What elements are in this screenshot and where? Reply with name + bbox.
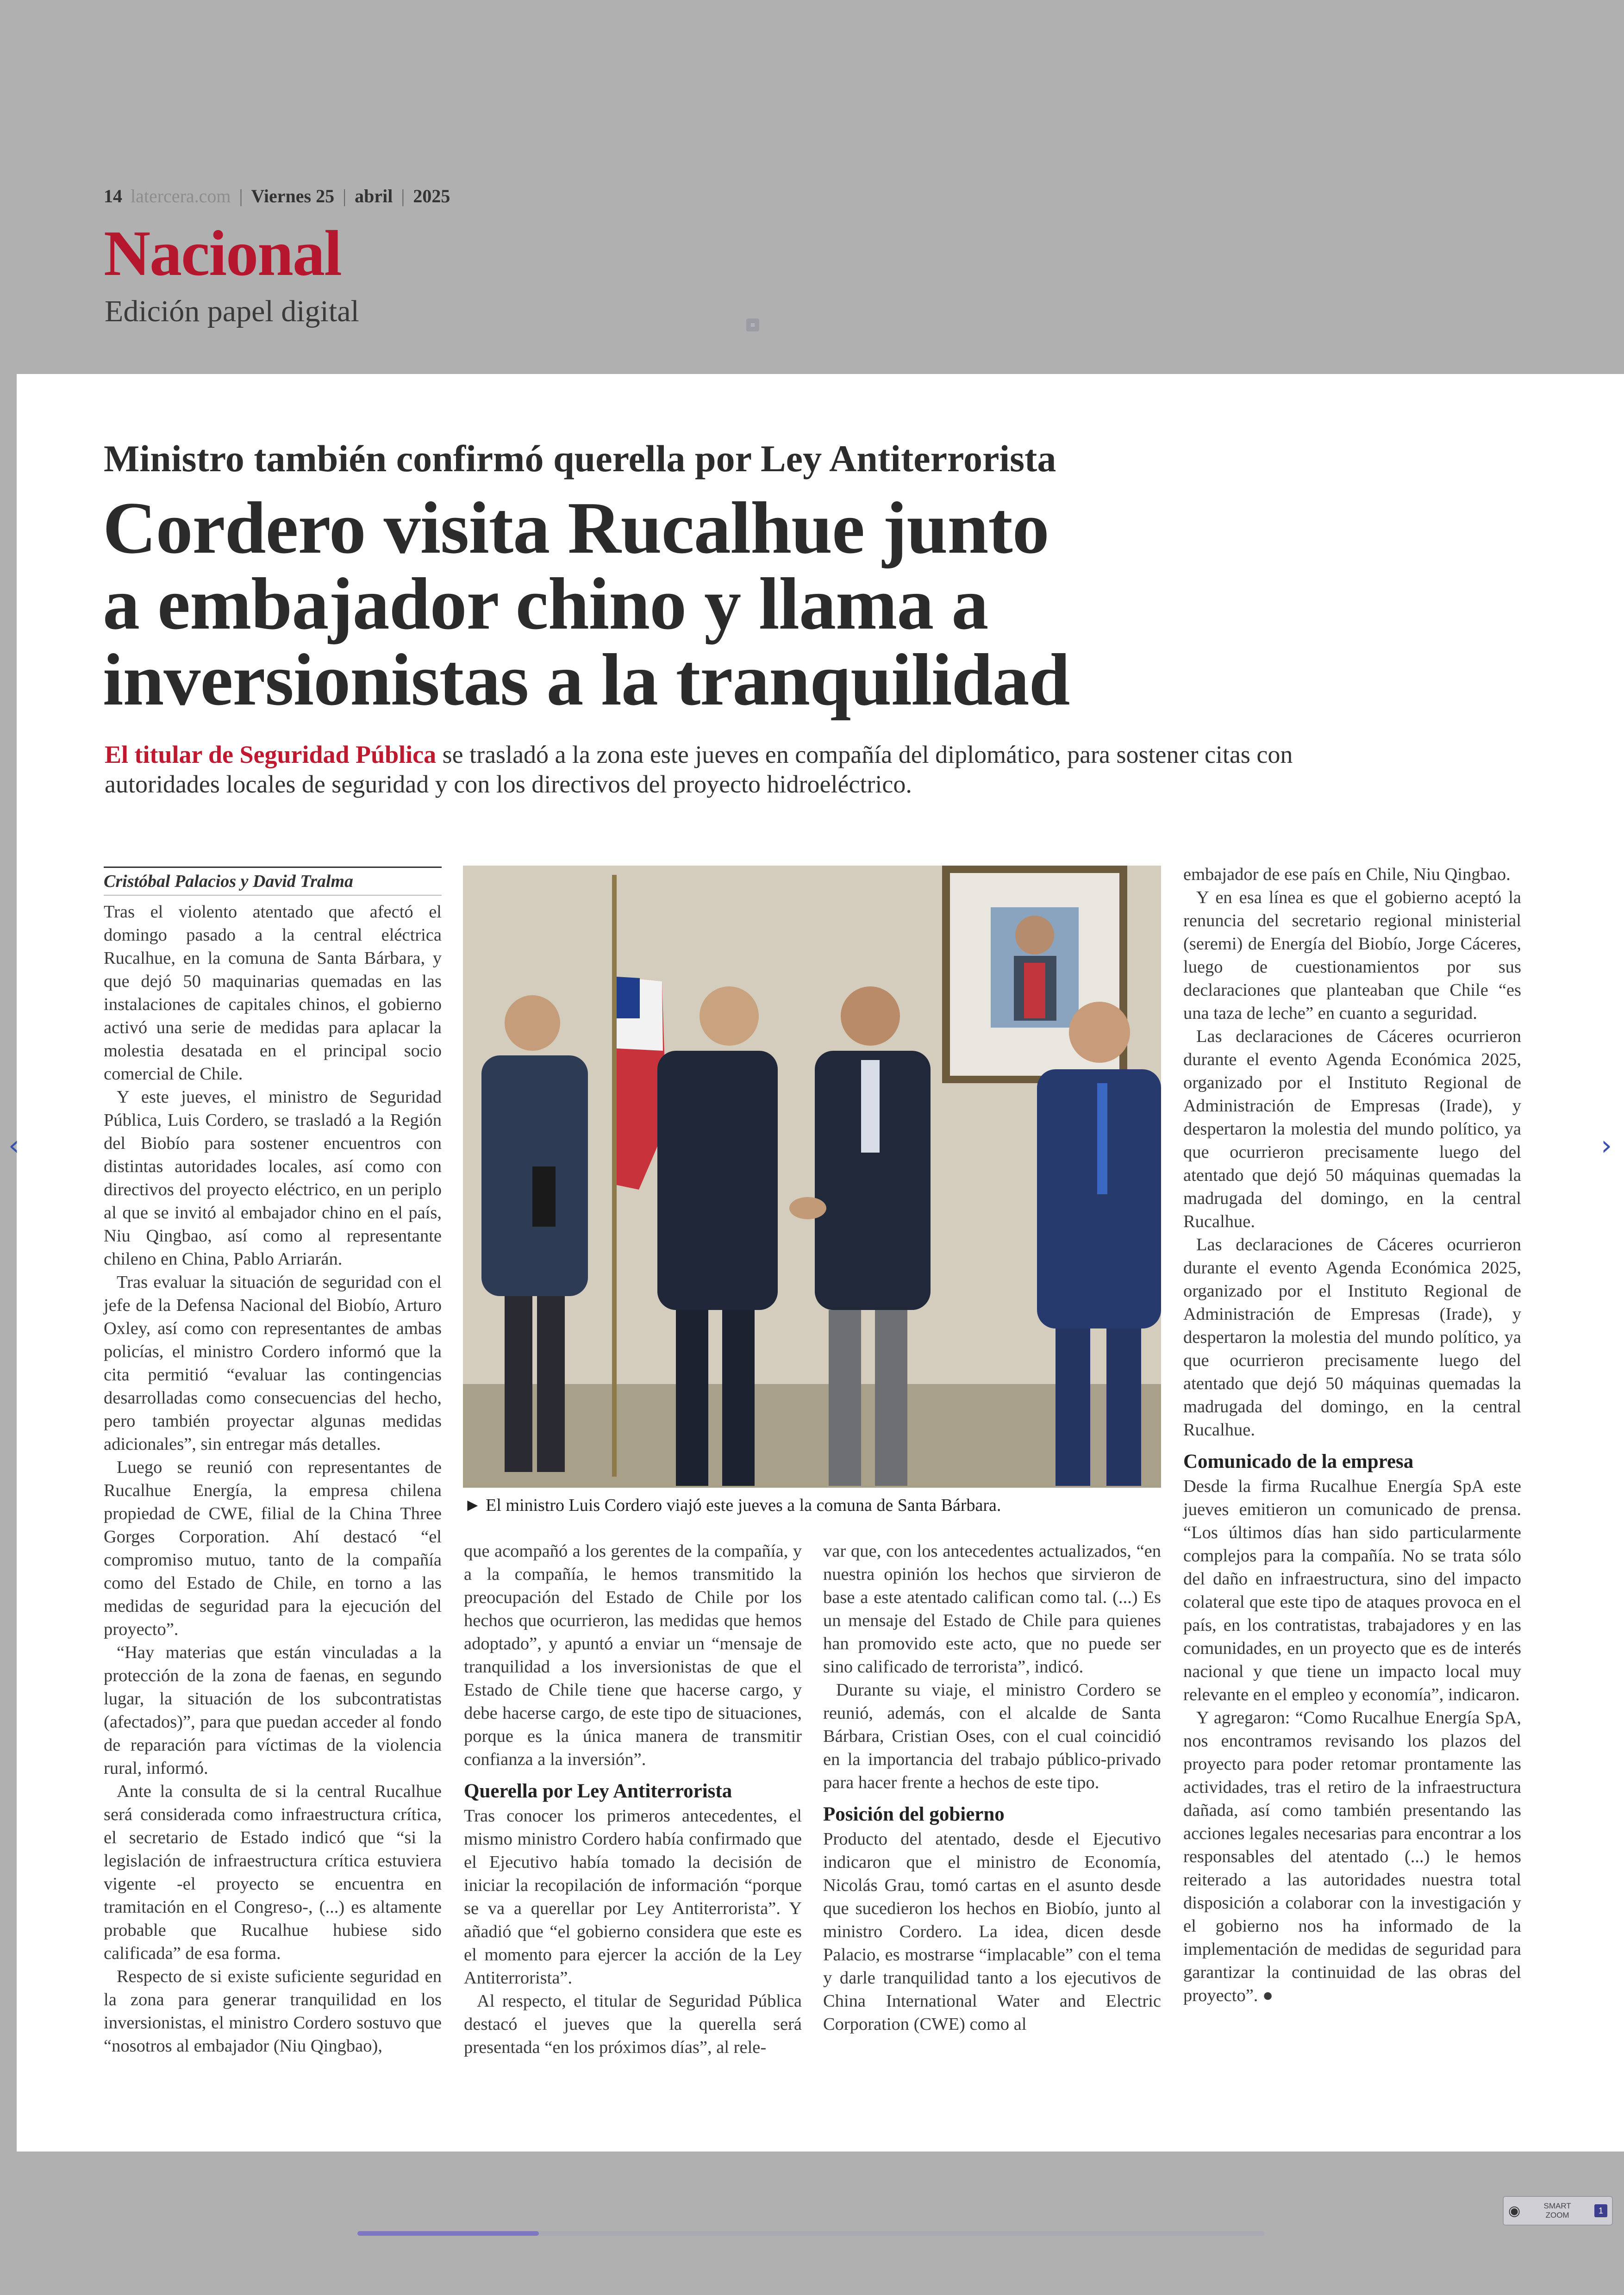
subheading: Posición del gobierno — [823, 1803, 1005, 1825]
date-month: abril — [355, 186, 393, 206]
date-day: Viernes 25 — [251, 186, 335, 206]
paragraph: Y agregaron: “Como Rucalhue Energía SpA, nos encontramos revisando los plazos del proyecto para poder retomar prontamente las actividades, tras el retiro de la infraestructura dañada, así como también presentando las acciones legales necesarias para encontrar a los responsables del atentado (...) le hemos reiterado a las autoridades nuestra total disposición a colaborar con la investigación y el gobierno nos ha informado de la implementación de medidas de seguridad para garantizar la continuidad de las obras del proyecto”. ● — [1183, 1708, 1521, 2005]
smart-zoom-label — [1527, 2201, 1588, 2220]
paragraph: Respecto de si existe suficiente seguridad en la zona para generar tranquilidad en los inversionistas, el ministro Cordero sostuvo que “nosotros al embajador (Niu Qingbao), — [104, 1967, 442, 2056]
paragraph: Tras evaluar la situación de seguridad con el jefe de la Defensa Nacional del Biobío, Arturo Oxley, así como con representantes de ambas policías, el ministro Cordero informó que la cita permitió “evaluar las contingencias desarrolladas como consecuencias del hecho, pero también proyectar algunas medidas adicionales”, sin entregar más detalles. — [104, 1272, 442, 1454]
page-progress-bar[interactable] — [357, 2231, 1265, 2236]
eye-icon: ◉ — [1508, 2203, 1521, 2219]
subheading: Querella por Ley Antiterrorista — [464, 1780, 732, 1802]
page-progress-fill — [357, 2231, 539, 2236]
byline: Cristóbal Palacios y David Tralma — [104, 867, 442, 896]
subheading: Comunicado de la empresa — [1183, 1451, 1414, 1472]
zoom-badge: 1 — [1594, 2204, 1607, 2217]
article-column-3 — [823, 1540, 1161, 2036]
article-lead — [105, 740, 1355, 799]
paragraph: Tras el violento atentado que afectó el domingo pasado a la central eléctrica Rucalhue, en la comuna de Santa Bárbara, y que dejó 50 maquinarias quemadas en las instalaciones de capitales chinos, el gobierno activó una serie de medidas para aplacar la molestia desatada en el principal socio comercial de Chile. — [104, 902, 442, 1084]
edition-subtitle: Edición papel digital — [105, 294, 359, 328]
paragraph: var que, con los antecedentes actualizados, “en nuestra opinión los hechos que sirvieron de base a este atentado califican como tal. (...) Es un mensaje del Estado de Chile para quienes han promovido este acto, que no puede ser sino calificado de terrorista”, indicó. — [823, 1541, 1161, 1677]
paragraph: Al respecto, el titular de Seguridad Pública destacó el jueves que la querella será presentada “en los próximos días”, al rele- — [464, 1991, 802, 2057]
newspaper-page — [17, 374, 1624, 2152]
lead-highlight: El titular de Seguridad Pública — [105, 741, 437, 768]
lead-text: se trasladó a la zona este jueves en compañía del diplomático, para sostener citas con autoridades locales de seguridad y con los directivos del proyecto hidroeléctrico. — [105, 741, 1293, 798]
article-column-2 — [464, 1540, 802, 2059]
paragraph: Desde la firma Rucalhue Energía SpA este jueves emitieron un comunicado de prensa. “Los últimos días han sido particularmente complejos para la compañía. No se trata sólo del daño en infraestructura, sino del impacto colateral que este tipo de ataques provoca en el país, en los contratistas, trabajadores y en las comunidades, en un proyecto que es de interés nacional y que tiene un impacto local muy relevante en el empleo y economía”, indicaron. — [1183, 1477, 1521, 1704]
article-column-1 — [104, 867, 442, 2058]
paragraph: Tras conocer los primeros antecedentes, el mismo ministro Cordero había confirmado que el Ejecutivo había tomado la decisión de iniciar la recopilación de información “porque se va a querellar por Ley Antiterrorista”. Y añadió que “el gobierno considera que este es el momento para ejercer la acción de la Ley Antiterrorista”. — [464, 1806, 802, 1988]
chevron-right-icon[interactable]: › — [1601, 1129, 1612, 1162]
separator: | — [401, 186, 405, 206]
zoom-label-line: ZOOM — [1545, 2211, 1569, 2220]
chevron-left-icon[interactable]: ‹ — [8, 1129, 19, 1162]
headline-line: Cordero visita Rucalhue junto — [103, 486, 1049, 569]
separator: | — [343, 186, 347, 206]
date-year: 2025 — [413, 186, 450, 206]
photo-illustration — [463, 866, 1161, 1488]
paragraph: Luego se reunió con representantes de Rucalhue Energía, la empresa chilena propiedad de CWE, filial de la China Three Gorges Corporation. Ahí destacó “el compromiso mutuo, tanto de la compañía como del Estado de Chile, en torno a las medidas de seguridad para la ejecución del proyecto”. — [104, 1458, 442, 1639]
drag-handle-icon[interactable]: ≡ — [746, 318, 759, 331]
paragraph: “Hay materias que están vinculadas a la protección de la zona de faenas, en segundo lugar, la situación de los subcontratistas (afectados)”, para que puedan acceder al fondo de reparación para víctimas de la violencia rural, informó. — [104, 1643, 442, 1778]
headline-line: a embajador chino y llama a — [103, 562, 988, 645]
smart-zoom-button[interactable] — [1503, 2196, 1613, 2226]
paragraph: embajador de ese país en Chile, Niu Qingbao. — [1183, 865, 1511, 884]
paragraph: Ante la consulta de si la central Rucalhue será considerada como infraestructura crítica, el secretario de Estado indicó que “si la legislación de infraestructura crítica estuviera vigente -el proyecto se encuentra en tramitación en el Congreso-, (...) es altamente probable que Rucalhue hubiese sido calificada” de esa forma. — [104, 1782, 442, 1963]
article-kicker: Ministro también confirmó querella por Ley Antiterrorista — [104, 437, 1056, 480]
section-title: Nacional — [104, 218, 341, 289]
zoom-label-line: SMART — [1543, 2201, 1571, 2210]
page-meta — [104, 185, 450, 207]
site-name: latercera.com — [131, 186, 231, 206]
article-column-4 — [1183, 863, 1521, 2007]
headline-line: inversionistas a la tranquilidad — [103, 638, 1070, 721]
paragraph: Las declaraciones de Cáceres ocurrieron durante el evento Agenda Económica 2025, organizado por el Instituto Regional de Administración de Empresas (Irade), y despertaron la molestia del mundo político, ya que ocurrieron precisamente luego del atentado que dejó 50 máquinas quemadas la madrugada del domingo, en la central Rucalhue. — [1183, 1027, 1521, 1231]
paragraph: Durante su viaje, el ministro Cordero se reunió, además, con el alcalde de Santa Bárbara, Cristian Oses, con el cual coincidió en la importancia del trabajo público-privado para hacer frente a hechos de este tipo. — [823, 1680, 1161, 1792]
paragraph: Y en esa línea es que el gobierno aceptó la renuncia del secretario regional ministerial (seremi) de Energía del Biobío, Jorge Cáceres, luego de cuestionamientos por sus declaraciones que planteaban que Chile “es una taza de leche” en cuanto a seguridad. — [1183, 888, 1521, 1023]
page-number: 14 — [104, 186, 122, 206]
photo-caption: ► El ministro Luis Cordero viajó este jueves a la comuna de Santa Bárbara. — [464, 1496, 1001, 1515]
separator: | — [239, 186, 243, 206]
paragraph: Las declaraciones de Cáceres ocurrieron durante el evento Agenda Económica 2025, organizado por el Instituto Regional de Administración de Empresas (Irade), y despertaron la molestia del mundo político, ya que ocurrieron precisamente luego del atentado que dejó 50 máquinas quemadas la madrugada del domingo, en la central Rucalhue. — [1183, 1235, 1521, 1440]
paragraph: Producto del atentado, desde el Ejecutivo indicaron que el ministro de Economía, Nicolás Grau, tomó cartas en el asunto desde que sucedieron los hechos en Biobío, junto al ministro Cordero. La idea, dicen desde Palacio, es mostrarse “implacable” con el tema y darle tranquilidad tanto a los ejecutivos de China International Water and Electric Corporation (CWE) como al — [823, 1829, 1161, 2034]
paragraph: que acompañó a los gerentes de la compañía, y a la compañía, le hemos transmitido la preocupación del Estado de Chile por los hechos que ocurrieron, las medidas que hemos adoptado”, y apuntó a enviar un “mensaje de tranquilidad a los inversionistas de que el Estado de Chile tiene que hacerse cargo, y debe hacerse cargo, de este tipo de situaciones, porque es la única manera de transmitir confianza a la inversión”. — [464, 1541, 802, 1769]
paragraph: Y este jueves, el ministro de Seguridad Pública, Luis Cordero, se trasladó a la Región del Biobío para sostener encuentros con distintas autoridades locales, así como con directivos del proyecto eléctrico, en un periplo al que se invitó al embajador chino en el país, Niu Qingbao, así como al representante chileno en China, Pablo Arriarán. — [104, 1087, 442, 1269]
article-headline — [103, 486, 1306, 721]
article-photo[interactable] — [463, 866, 1161, 1488]
